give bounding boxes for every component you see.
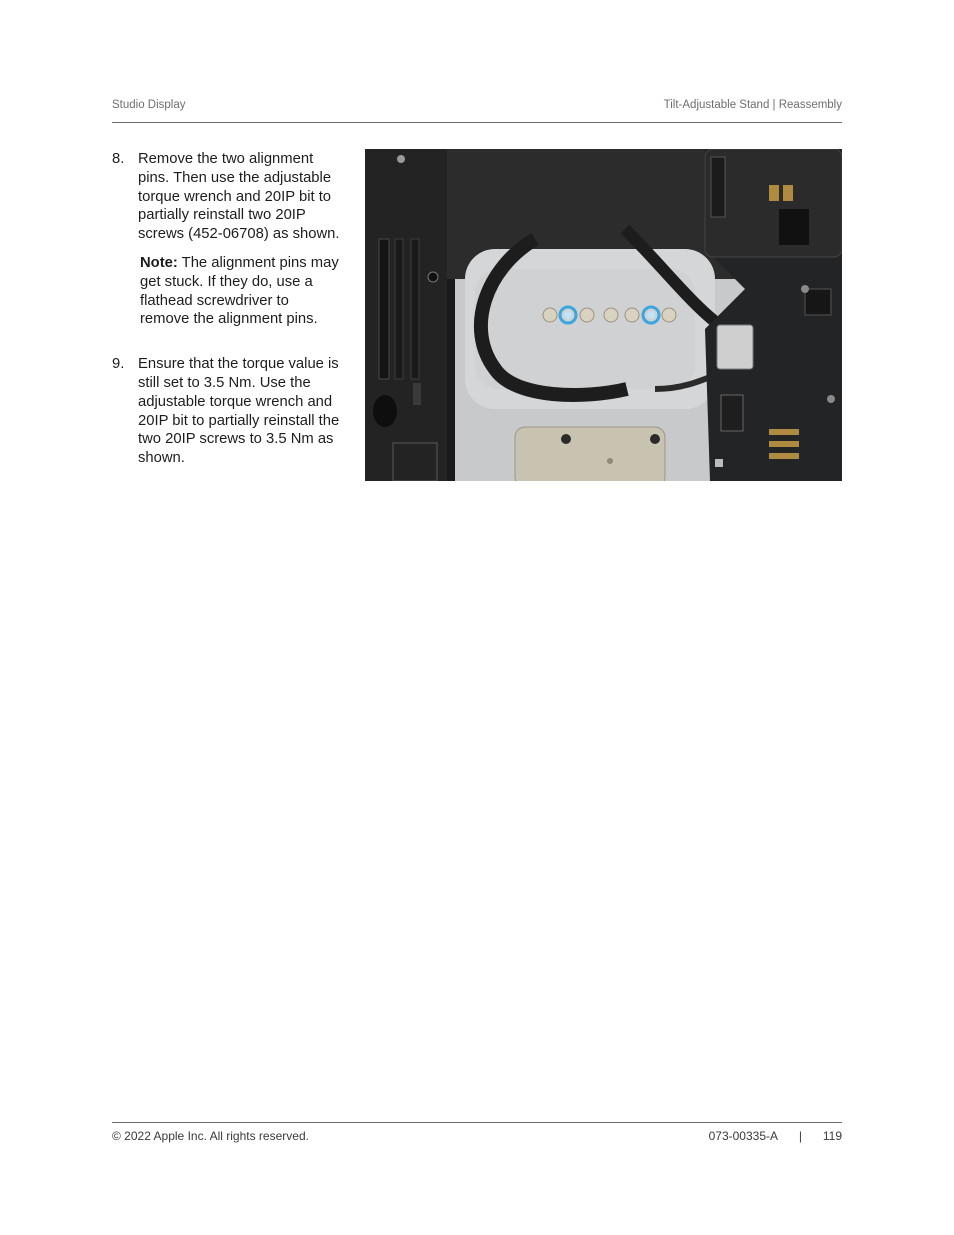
document-number: 073-00335-A [708, 1129, 778, 1143]
header-product-title: Studio Display [112, 99, 186, 111]
step-number: 9. [112, 356, 125, 373]
step-number: 8. [112, 151, 125, 167]
note-text: The alignment pins may get stuck. If they do, use a flathead screwdriver to remove the alignment pins. [140, 254, 339, 328]
reassembly-photo [365, 149, 842, 481]
header-section-title: Tilt-Adjustable Stand | Reassembly [663, 99, 842, 111]
step-text: Ensure that the torque value is still set to 3.5 Nm. Use the adjustable torque wrench and 20IP bit to partially reinstall the two 20IP screws to 3.5 Nm as shown. [138, 356, 340, 467]
step-8 [112, 150, 340, 244]
step-note [140, 254, 340, 329]
step-9 [112, 355, 340, 468]
step-text: Remove the two alignment pins. Then use the adjustable torque wrench and 20IP bit to partially reinstall two 20IP screws (452-06708) as shown. [138, 151, 340, 243]
logic-board-illustration [365, 149, 842, 481]
page-number: 119 [822, 1129, 842, 1143]
page-header [112, 99, 842, 123]
note-label: Note: [140, 254, 178, 271]
footer-separator: | [798, 1129, 802, 1143]
instruction-steps [112, 150, 340, 468]
copyright: © 2022 Apple Inc. All rights reserved. [112, 1129, 309, 1143]
page-footer [112, 1122, 842, 1152]
